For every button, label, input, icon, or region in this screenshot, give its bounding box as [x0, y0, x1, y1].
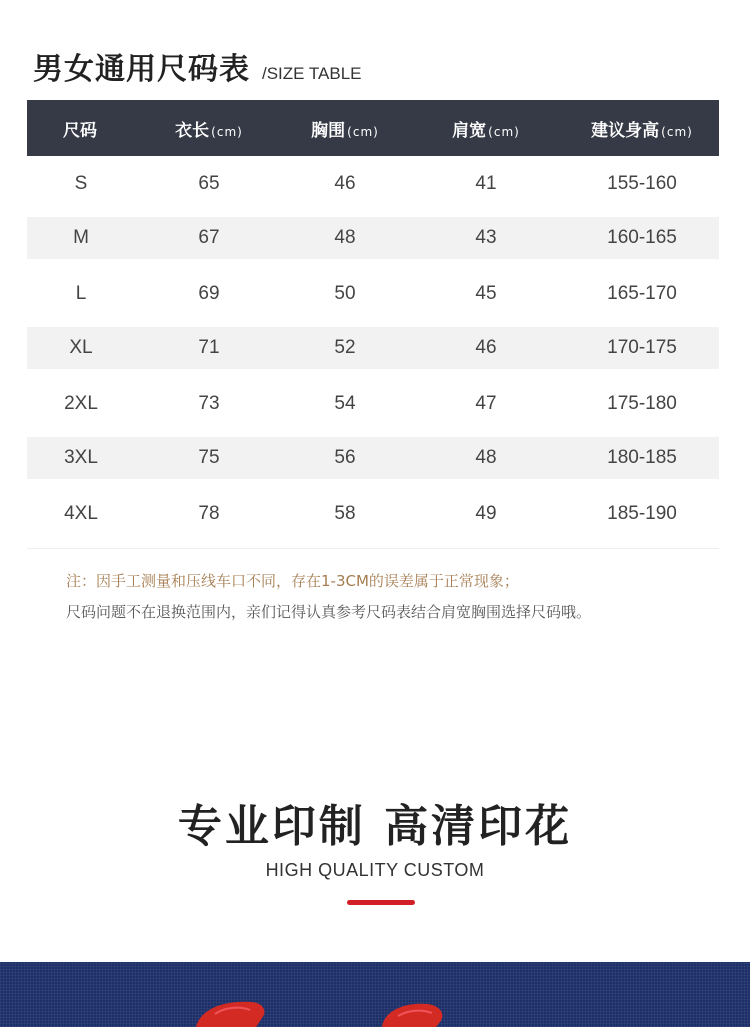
height-cell: 170-175: [607, 337, 677, 358]
red-print-decoration: [0, 962, 750, 1027]
height-cell: 180-185: [607, 447, 677, 468]
header-height: 建议身高 (cm): [591, 120, 693, 141]
promo-title: 专业印制 高清印花: [177, 801, 573, 852]
size-table: [27, 100, 719, 541]
shoulder-cell: 48: [475, 447, 497, 468]
size-cell: S: [74, 172, 88, 194]
table-divider: [27, 548, 719, 549]
page-title: 男女通用尺码表: [33, 52, 250, 87]
size-notes: [66, 566, 591, 628]
chest-cell: 54: [334, 392, 356, 414]
chest-cell: 58: [334, 502, 356, 524]
shoulder-cell: 43: [475, 227, 497, 248]
note-line-1: 注：因手工测量和压线车口不同，存在1-3CM的误差属于正常现象；: [66, 572, 519, 590]
fabric-print-image: [0, 962, 750, 1027]
table-body: [27, 156, 719, 541]
table-header: [27, 100, 719, 156]
header-shoulder: 肩宽 (cm): [452, 120, 520, 141]
table-row: [27, 437, 719, 479]
table-row: [27, 327, 719, 369]
chest-cell: 56: [334, 447, 356, 468]
shoulder-cell: 47: [475, 392, 497, 414]
header-length: 衣长 (cm): [175, 120, 243, 141]
height-cell: 175-180: [607, 392, 677, 414]
size-cell: L: [75, 282, 87, 304]
height-cell: 185-190: [607, 502, 677, 524]
header-chest: 胸围 (cm): [311, 120, 379, 141]
height-cell: 160-165: [607, 227, 677, 248]
shoulder-cell: 45: [475, 282, 497, 304]
table-row: [27, 156, 719, 211]
shoulder-cell: 46: [475, 337, 497, 358]
length-cell: 67: [198, 227, 220, 248]
header-size: 尺码: [63, 120, 97, 141]
table-row: [27, 486, 719, 541]
promo-subtitle: HIGH QUALITY CUSTOM: [265, 860, 485, 880]
length-cell: 78: [198, 502, 220, 524]
table-row: [27, 376, 719, 431]
table-row: [27, 266, 719, 321]
accent-divider: [347, 900, 415, 905]
size-cell: XL: [69, 337, 93, 358]
length-cell: 65: [198, 172, 220, 194]
page-subtitle: /SIZE TABLE: [262, 64, 362, 83]
note-line-2: 尺码问题不在退换范围内，亲们记得认真参考尺码表结合肩宽胸围选择尺码哦。: [66, 603, 592, 621]
height-cell: 155-160: [607, 172, 677, 194]
size-cell: 2XL: [64, 392, 98, 414]
table-row: [27, 217, 719, 259]
page-title-row: [33, 44, 362, 88]
length-cell: 73: [198, 392, 220, 414]
chest-cell: 46: [334, 172, 356, 194]
shoulder-cell: 41: [475, 172, 497, 194]
length-cell: 75: [198, 447, 220, 468]
length-cell: 71: [198, 337, 220, 358]
chest-cell: 50: [334, 282, 356, 304]
size-cell: 4XL: [64, 502, 98, 524]
chest-cell: 48: [334, 227, 356, 248]
size-cell: 3XL: [64, 447, 98, 468]
length-cell: 69: [198, 282, 220, 304]
shoulder-cell: 49: [475, 502, 497, 524]
chest-cell: 52: [334, 337, 356, 358]
size-cell: M: [73, 227, 89, 248]
height-cell: 165-170: [607, 282, 677, 304]
